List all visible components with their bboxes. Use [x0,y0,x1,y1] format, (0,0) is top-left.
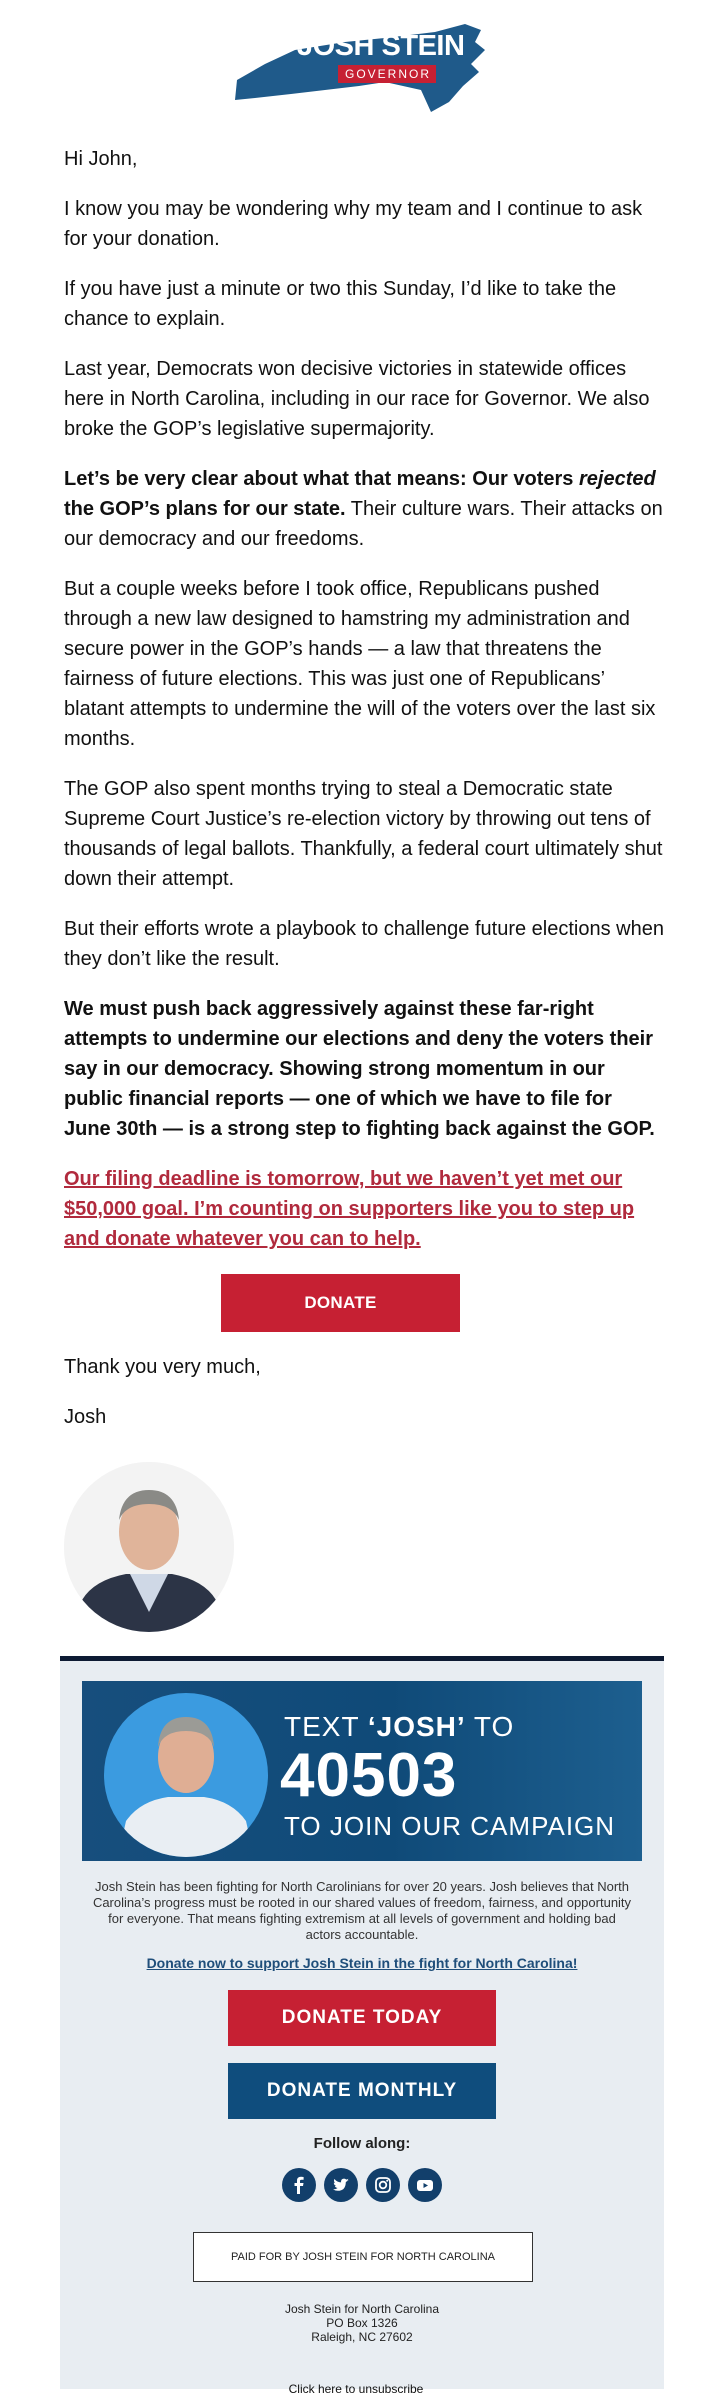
greeting: Hi John, [64,148,138,170]
email-footer [60,1656,664,2389]
banner-line-2: TO JOIN OUR CAMPAIGN [284,1811,616,1841]
banner-line-1: TEXT ‘JOSH’ TO [284,1711,515,1742]
unsubscribe-link[interactable]: Click here to unsubscribe [288,2382,424,2396]
email-body [64,144,664,1452]
footer-description: Josh Stein has been fighting for North Carolinians for over 20 years. Josh believes that North Carolina’s progress must be rooted in our shared values of freedom, fairness, and opportunity for everyone. That means fighting extremism at all levels of government and holding bad actors accountable. [92,1879,632,1942]
paragraph-2: If you have just a minute or two this Sunday, I’d like to take the chance to explain. [64,278,617,330]
donate-text-link[interactable]: Our filing deadline is tomorrow, but we haven’t yet met our $50,000 goal. I’m counting on supporters like you to step up and donate whatever you can to help. [64,1168,635,1250]
paragraph-8 [64,994,664,1144]
signature: Josh [64,1406,107,1428]
logo-name: JOSH STEIN [297,30,465,62]
paragraph-4 [64,464,664,554]
mailing-address [60,2302,664,2344]
twitter-icon[interactable] [324,2168,358,2202]
donate-today-button[interactable]: DONATE TODAY [228,1990,496,2046]
address-line-3: Raleigh, NC 27602 [311,2330,413,2344]
p4-bold-b: the GOP’s plans for our state. [64,498,346,520]
avatar [64,1462,234,1632]
closing: Thank you very much, [64,1356,261,1378]
donate-monthly-button[interactable]: DONATE MONTHLY [228,2063,496,2119]
logo-subtitle: GOVERNOR [338,65,436,83]
paragraph-6: The GOP also spent months trying to steal a Democratic state Supreme Court Justice’s re-election victory by throwing out tens of thousands of legal ballots. Thankfully, a federal court ultimately shut down their attempt. [64,778,663,890]
p4-bold-a: Let’s be very clear about what that means: Our voters [64,468,579,490]
paragraph-3: Last year, Democrats won decisive victories in statewide offices here in North Carolina, including in our race for Governor. We also broke the GOP’s legislative supermajority. [64,358,650,440]
paragraph-8-bold: We must push back aggressively against these far-right attempts to undermine our elections and deny the voters their say in our democracy. Showing strong momentum in our public financial reports — one of which we have to file for June 30th — is a strong step to fighting back against the GOP. [64,998,655,1140]
paragraph-1: I know you may be wondering why my team and I continue to ask for your donation. [64,198,643,250]
youtube-icon[interactable] [408,2168,442,2202]
social-links [282,2168,442,2204]
paid-for-disclaimer: PAID FOR BY JOSH STEIN FOR NORTH CAROLINA [193,2232,533,2282]
campaign-logo [235,20,487,118]
follow-along-label: Follow along: [313,2135,411,2152]
banner-portrait [104,1693,268,1857]
paragraph-5: But a couple weeks before I took office, Republicans pushed through a new law designed to hamstring my administration and secure power in the GOP’s hands — a law that threatens the fairness of future elections. This was just one of Republicans’ blatant attempts to undermine the will of the voters over the last six months. [64,578,656,750]
josh-stein-portrait [64,1462,234,1632]
paragraph-7: But their efforts wrote a playbook to challenge future elections when they don’t like the result. [64,918,664,970]
address-line-1: Josh Stein for North Carolina [284,2302,440,2316]
instagram-icon[interactable] [366,2168,400,2202]
donate-button[interactable]: DONATE [221,1274,460,1332]
facebook-icon[interactable] [282,2168,316,2202]
footer-donate-link[interactable]: Donate now to support Josh Stein in the fight for North Carolina! [146,1955,578,1971]
p4-rest: Their culture wars. Their attacks on our democracy and our freedoms. [64,498,663,550]
text-to-join-banner[interactable] [82,1681,642,1861]
address-line-2: PO Box 1326 [326,2316,398,2330]
banner-number: 40503 [280,1741,458,1810]
donate-link-paragraph [64,1164,664,1254]
p4-bold-italic: rejected [578,468,656,490]
